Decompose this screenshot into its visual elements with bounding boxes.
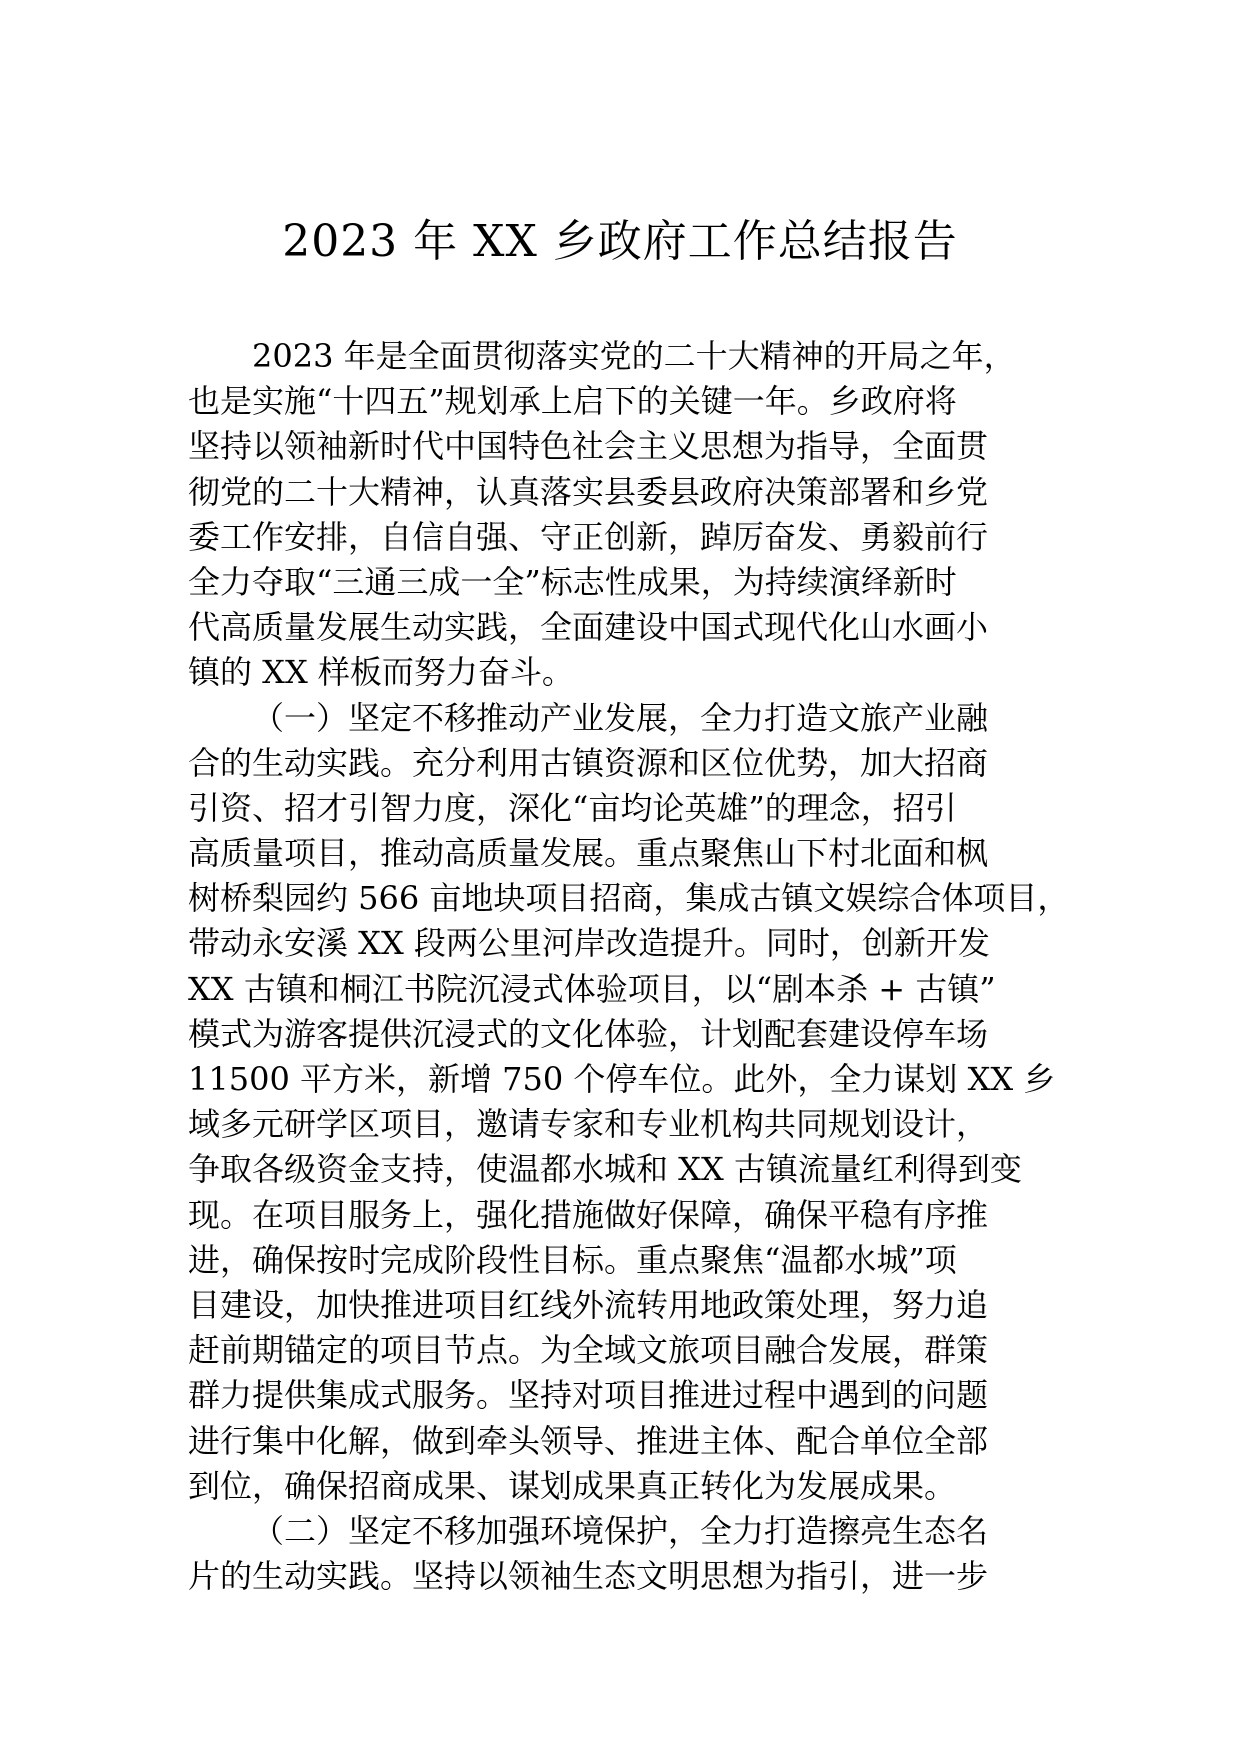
body-line: 镇的 XX 样板而努力奋斗。 [188, 653, 574, 692]
body-line: 进行集中化解，做到牵头领导、推进主体、配合单位全部 [188, 1421, 989, 1460]
body-line: 2023 年是全面贯彻落实党的二十大精神的开局之年， [252, 337, 1016, 375]
body-line: 引资、招才引智力度，深化“亩均论英雄”的理念，招引 [188, 788, 957, 827]
body-line: 现。在项目服务上，强化措施做好保障，确保平稳有序推 [188, 1195, 989, 1234]
body-line: （二）坚定不移加强环境保护，全力打造擦亮生态名 [252, 1511, 989, 1550]
body-line: 片的生动实践。坚持以领袖生态文明思想为指引，进一步 [188, 1557, 989, 1596]
document-body [188, 334, 1070, 1599]
body-line: 进，确保按时完成阶段性目标。重点聚焦“温都水城”项 [188, 1240, 957, 1279]
body-line: 高质量项目，推动高质量发展。重点聚焦山下村北面和枫 [188, 834, 989, 873]
body-line: 赶前期锚定的项目节点。为全域文旅项目融合发展，群策 [188, 1331, 989, 1370]
body-line: 合的生动实践。充分利用古镇资源和区位优势，加大招商 [188, 743, 989, 782]
body-line: 代高质量发展生动实践，全面建设中国式现代化山水画小 [188, 608, 989, 647]
body-line: 目建设，加快推进项目红线外流转用地政策处理，努力追 [188, 1285, 989, 1324]
body-line: 模式为游客提供沉浸式的文化体验，计划配套建设停车场 [188, 1014, 989, 1053]
body-line: 争取各级资金支持，使温都水城和 XX 古镇流量红利得到变 [188, 1150, 1022, 1189]
document-title: 2023 年 XX 乡政府工作总结报告 [282, 216, 958, 267]
body-line: 到位，确保招商成果、谋划成果真正转化为发展成果。 [188, 1466, 957, 1505]
body-line: XX 古镇和桐江书院沉浸式体验项目，以“剧本杀 + 古镇” [188, 969, 996, 1008]
body-line: （一）坚定不移推动产业发展，全力打造文旅产业融 [252, 698, 989, 737]
body-line: 域多元研学区项目，邀请专家和专业机构共同规划设计， [188, 1105, 989, 1144]
body-line: 带动永安溪 XX 段两公里河岸改造提升。同时，创新开发 [188, 924, 990, 963]
body-line: 委工作安排，自信自强、守正创新，踔厉奋发、勇毅前行 [188, 517, 989, 556]
body-line: 树桥梨园约 566 亩地块项目招商，集成古镇文娱综合体项目， [188, 879, 1070, 918]
body-line: 全力夺取“三通三成一全”标志性成果，为持续演绎新时 [188, 562, 957, 601]
body-line: 也是实施“十四五”规划承上启下的关键一年。乡政府将 [188, 382, 957, 421]
body-line: 群力提供集成式服务。坚持对项目推进过程中遇到的问题 [188, 1376, 989, 1415]
body-line: 11500 平方米，新增 750 个停车位。此外，全力谋划 XX 乡 [188, 1060, 1056, 1098]
body-line: 彻党的二十大精神，认真落实县委县政府决策部署和乡党 [188, 472, 989, 511]
body-line: 坚持以领袖新时代中国特色社会主义思想为指导，全面贯 [188, 427, 989, 466]
